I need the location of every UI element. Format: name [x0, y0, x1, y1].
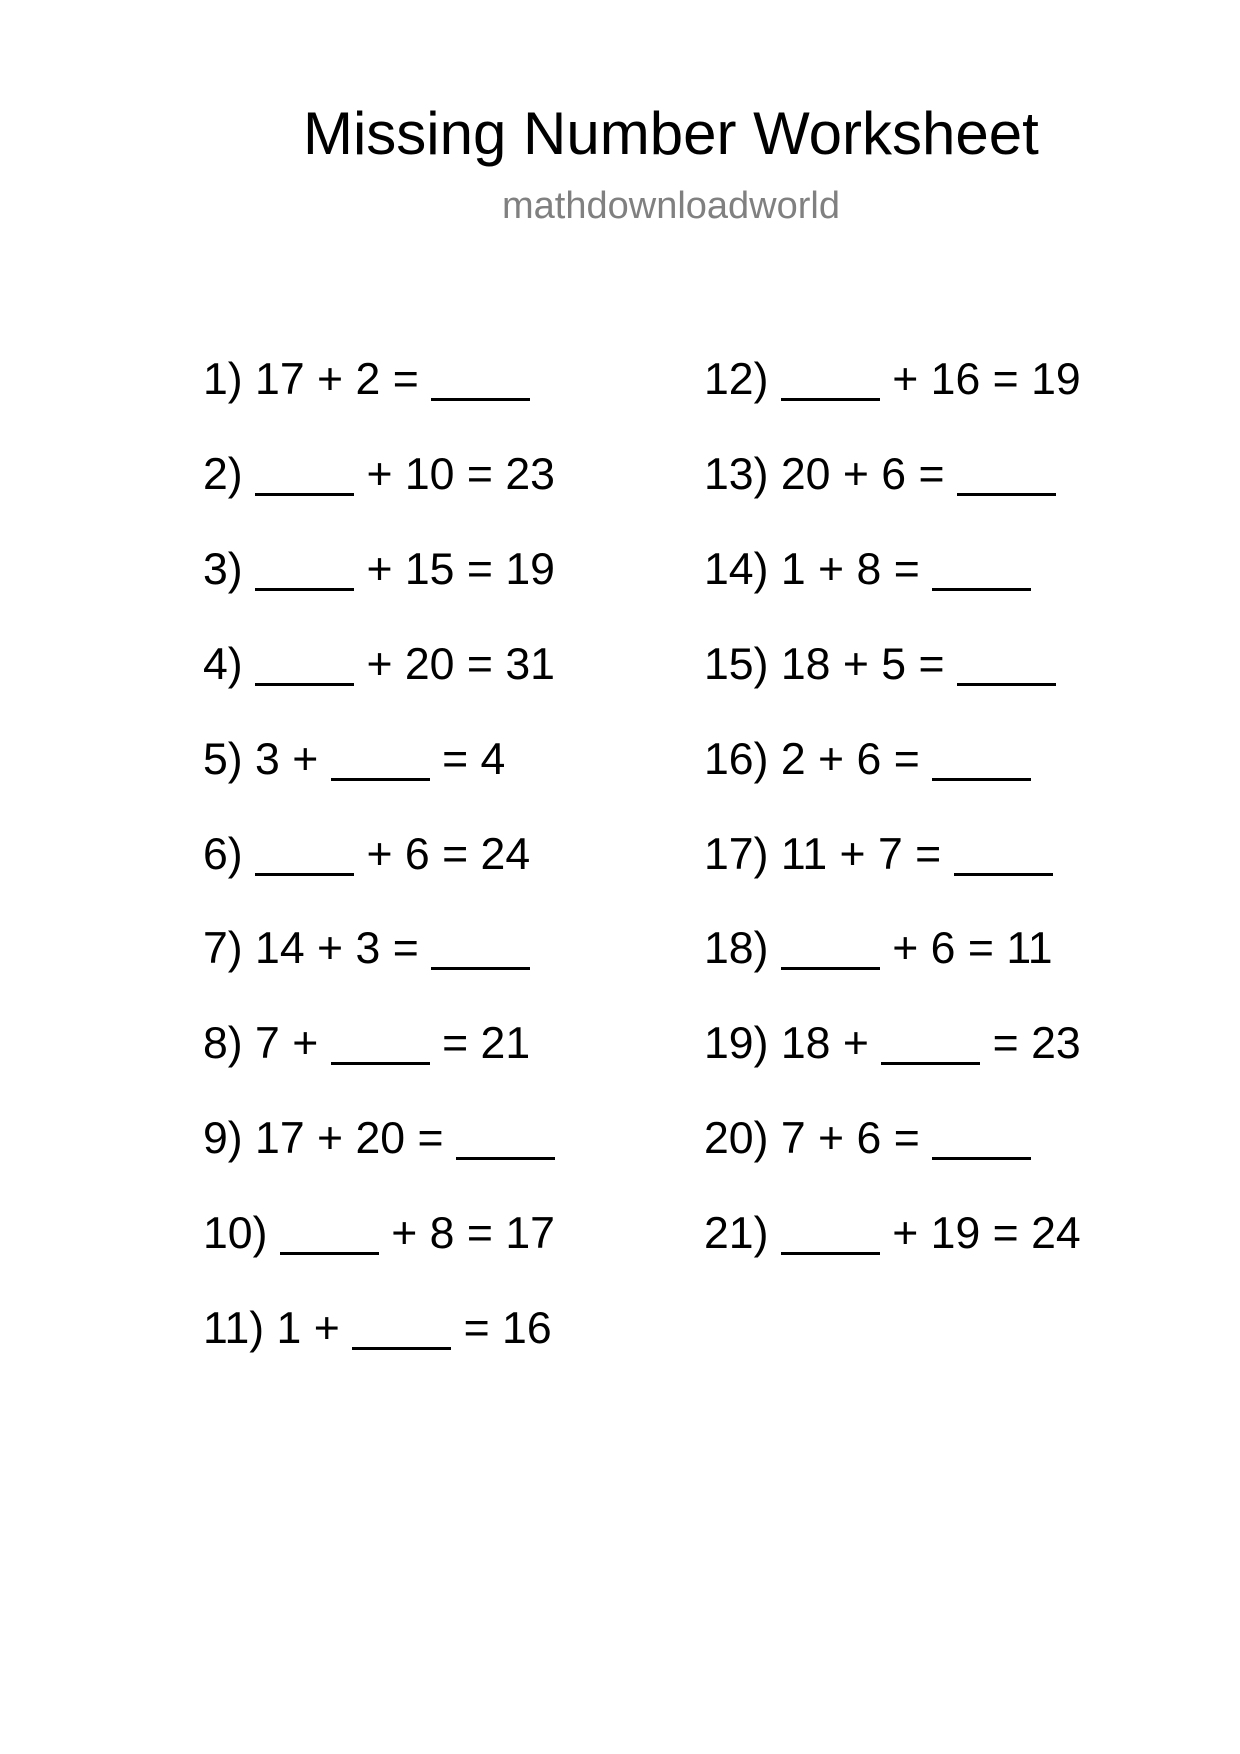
answer-blank[interactable] — [431, 398, 530, 401]
problem-5 — [203, 735, 505, 785]
plus-sign: + — [818, 545, 845, 594]
page-title: Missing Number Worksheet — [303, 100, 1039, 167]
problem-15 — [704, 640, 1056, 690]
equals-sign: = — [918, 450, 945, 499]
equals-sign: = — [918, 640, 945, 689]
answer-blank[interactable] — [352, 1347, 451, 1350]
operand: 6 — [881, 450, 907, 499]
equals-sign: = — [463, 1304, 490, 1353]
answer-blank[interactable] — [932, 778, 1031, 781]
answer-blank[interactable] — [255, 493, 354, 496]
plus-sign: + — [313, 1304, 340, 1353]
answer-blank[interactable] — [431, 967, 530, 970]
answer-blank[interactable] — [932, 1157, 1031, 1160]
answer-blank[interactable] — [957, 683, 1056, 686]
operand: 23 — [505, 450, 555, 499]
operand: 20 — [404, 640, 455, 689]
problem-number: 16) — [704, 735, 769, 784]
equals-sign: = — [392, 924, 419, 973]
operand: 16 — [502, 1304, 552, 1353]
problem-19 — [704, 1019, 1081, 1069]
operand: 17 — [505, 1209, 555, 1258]
operand: 5 — [881, 640, 907, 689]
operand: 1 — [276, 1304, 302, 1353]
plus-sign: + — [391, 1209, 418, 1258]
equals-sign: = — [466, 450, 493, 499]
problem-number: 7) — [203, 924, 243, 973]
problem-number: 14) — [704, 545, 769, 594]
operand: 7 — [780, 1114, 806, 1163]
operand: 3 — [255, 735, 280, 784]
problem-10 — [203, 1209, 555, 1259]
answer-blank[interactable] — [280, 1252, 379, 1255]
operand: 31 — [505, 640, 555, 689]
operand: 16 — [930, 355, 981, 404]
problem-number: 8) — [203, 1019, 243, 1068]
answer-blank[interactable] — [932, 588, 1031, 591]
equals-sign: = — [466, 1209, 493, 1258]
plus-sign: + — [818, 735, 845, 784]
problem-number: 19) — [704, 1019, 769, 1068]
operand: 20 — [780, 450, 831, 499]
operand: 15 — [404, 545, 455, 594]
answer-blank[interactable] — [331, 1062, 430, 1065]
problem-8 — [203, 1019, 530, 1069]
plus-sign: + — [366, 830, 393, 879]
problem-number: 17) — [704, 830, 769, 879]
plus-sign: + — [292, 1019, 319, 1068]
plus-sign: + — [366, 545, 393, 594]
problem-number: 21) — [704, 1209, 769, 1258]
problem-number: 10) — [203, 1209, 268, 1258]
problem-12 — [704, 355, 1081, 405]
operand: 24 — [1031, 1209, 1081, 1258]
problem-6 — [203, 830, 530, 880]
answer-blank[interactable] — [456, 1157, 555, 1160]
operand: 19 — [930, 1209, 981, 1258]
operand: 23 — [1031, 1019, 1081, 1068]
operand: 7 — [877, 830, 903, 879]
operand: 17 — [255, 355, 305, 404]
problem-17 — [704, 830, 1053, 880]
plus-sign: + — [366, 450, 393, 499]
operand: 18 — [780, 640, 831, 689]
answer-blank[interactable] — [255, 683, 354, 686]
problem-number: 4) — [203, 640, 243, 689]
operand: 17 — [255, 1114, 305, 1163]
operand: 24 — [480, 830, 531, 879]
operand: 11 — [1006, 924, 1053, 973]
problem-2 — [203, 450, 555, 500]
problem-number: 5) — [203, 735, 243, 784]
problem-1 — [203, 355, 530, 405]
operand: 6 — [404, 830, 430, 879]
operand: 2 — [355, 355, 381, 404]
answer-blank[interactable] — [255, 588, 354, 591]
operand: 19 — [1031, 355, 1081, 404]
answer-blank[interactable] — [957, 493, 1056, 496]
problem-number: 6) — [203, 830, 243, 879]
answer-blank[interactable] — [781, 1252, 880, 1255]
plus-sign: + — [892, 924, 919, 973]
equals-sign: = — [417, 1114, 444, 1163]
operand: 20 — [355, 1114, 406, 1163]
plus-sign: + — [317, 355, 344, 404]
plus-sign: + — [842, 1019, 869, 1068]
operand: 3 — [355, 924, 381, 973]
answer-blank[interactable] — [881, 1062, 980, 1065]
equals-sign: = — [442, 735, 469, 784]
answer-blank[interactable] — [331, 778, 430, 781]
problem-18 — [704, 924, 1053, 974]
plus-sign: + — [366, 640, 393, 689]
problem-number: 2) — [203, 450, 243, 499]
problem-21 — [704, 1209, 1081, 1259]
problem-3 — [203, 545, 555, 595]
operand: 8 — [429, 1209, 455, 1258]
problem-16 — [704, 735, 1031, 785]
problem-number: 18) — [704, 924, 769, 973]
problem-9 — [203, 1114, 555, 1164]
plus-sign: + — [842, 450, 869, 499]
plus-sign: + — [842, 640, 869, 689]
plus-sign: + — [892, 355, 919, 404]
equals-sign: = — [992, 1209, 1019, 1258]
plus-sign: + — [292, 735, 319, 784]
equals-sign: = — [915, 830, 942, 879]
plus-sign: + — [839, 830, 866, 879]
problem-number: 12) — [704, 355, 769, 404]
equals-sign: = — [967, 924, 994, 973]
equals-sign: = — [466, 545, 493, 594]
problem-number: 15) — [704, 640, 769, 689]
equals-sign: = — [466, 640, 493, 689]
problem-13 — [704, 450, 1056, 500]
answer-blank[interactable] — [781, 967, 880, 970]
site-watermark: mathdownloadworld — [502, 185, 840, 227]
equals-sign: = — [442, 830, 469, 879]
operand: 6 — [856, 1114, 882, 1163]
equals-sign: = — [992, 1019, 1019, 1068]
operand: 11 — [780, 830, 828, 879]
operand: 4 — [480, 735, 506, 784]
operand: 8 — [856, 545, 882, 594]
operand: 10 — [404, 450, 455, 499]
plus-sign: + — [818, 1114, 845, 1163]
operand: 18 — [780, 1019, 831, 1068]
operand: 19 — [505, 545, 555, 594]
equals-sign: = — [392, 355, 419, 404]
answer-blank[interactable] — [781, 398, 880, 401]
equals-sign: = — [992, 355, 1019, 404]
problem-number: 1) — [203, 355, 243, 404]
operand: 14 — [255, 924, 305, 973]
problem-7 — [203, 924, 530, 974]
plus-sign: + — [317, 1114, 344, 1163]
problem-number: 20) — [704, 1114, 769, 1163]
problem-number: 9) — [203, 1114, 243, 1163]
problem-14 — [704, 545, 1031, 595]
problem-number: 13) — [704, 450, 769, 499]
operand: 1 — [780, 545, 806, 594]
problem-number: 11) — [203, 1304, 265, 1353]
equals-sign: = — [893, 1114, 920, 1163]
operand: 21 — [480, 1019, 531, 1068]
answer-blank[interactable] — [255, 873, 354, 876]
equals-sign: = — [893, 735, 920, 784]
plus-sign: + — [892, 1209, 919, 1258]
problem-11 — [203, 1304, 552, 1354]
problem-number: 3) — [203, 545, 243, 594]
answer-blank[interactable] — [954, 873, 1053, 876]
equals-sign: = — [442, 1019, 469, 1068]
operand: 6 — [856, 735, 882, 784]
problem-20 — [704, 1114, 1031, 1164]
equals-sign: = — [893, 545, 920, 594]
problem-4 — [203, 640, 555, 690]
plus-sign: + — [317, 924, 344, 973]
operand: 6 — [930, 924, 956, 973]
operand: 7 — [255, 1019, 280, 1068]
operand: 2 — [780, 735, 806, 784]
